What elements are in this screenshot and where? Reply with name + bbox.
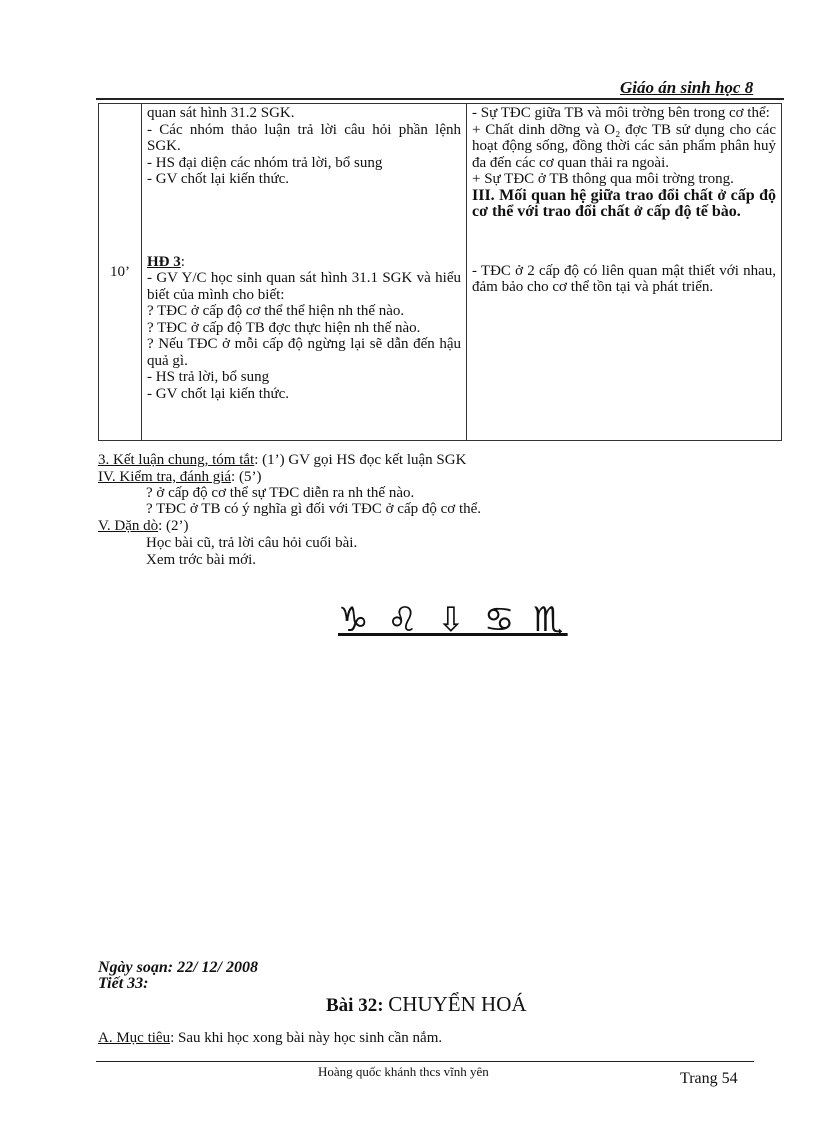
activity-line: ? TĐC ở cấp độ TB đợc thực hiện nh thế nào. (147, 319, 421, 336)
page-number: Trang 54 (680, 1070, 738, 1087)
content-line: - Sự TĐC giữa TB và môi trờng bên trong cơ thể: (472, 105, 770, 121)
decorative-symbols: ♑ ♌ ⇩ ♋ ♏ (338, 600, 568, 640)
activity-line: - Các nhóm thảo luận trả lời câu hỏi phần lệnh SGK. (147, 121, 461, 154)
header-title: Giáo án sinh học 8 (620, 78, 754, 97)
footer-author: Hoàng quốc khánh thcs vĩnh yên (318, 1064, 489, 1079)
lesson-number: Bài 32: (326, 995, 389, 1016)
table-row (99, 104, 782, 441)
lesson-name: CHUYỂN HOÁ (388, 992, 527, 1016)
section-4-text: : (5’) (231, 469, 262, 485)
activity-line: - GV chốt lại kiến thức. (147, 171, 289, 187)
activity-line: ? Nếu TĐC ở mỗi cấp độ ngừng lại sẽ dẫn đến hậu quả gì. (147, 336, 461, 369)
activity-line: - HS trả lời, bổ sung (147, 369, 270, 385)
spacer (472, 221, 776, 263)
content-line: + Chất dinh dỡng và O₂ đợc TB sử dụng cho các hoạt động sống, đồng thời các sản phẩm phân huỷ đa đến các cơ quan thải ra ngoài. (472, 121, 776, 171)
objectives (98, 1030, 442, 1047)
section-heading-III: III. Mối quan hệ giữa trao đổi chất ở cấp độ cơ thể với trao đổi chất ở cấp độ tế bào. (472, 186, 776, 220)
lesson-title (326, 992, 527, 1017)
content-cell (467, 104, 782, 441)
section-4-label: IV. Kiểm tra, đánh giá (98, 469, 232, 485)
spacer (147, 188, 461, 254)
content-line: - TĐC ở 2 cấp độ có liên quan mật thiết với nhau, đảm bảo cho cơ thể tồn tại và phát triển. (472, 262, 776, 295)
lesson-table (98, 103, 782, 441)
activity-line: - GV Y/C học sinh quan sát hình 31.1 SGK và hiểu biết của mình cho biết: (147, 270, 461, 303)
section-4 (98, 469, 261, 486)
section-5-text: : (2’) (158, 518, 189, 534)
homework-line: Xem trớc bài mới. (146, 552, 257, 568)
objectives-text: : Sau khi học xong bài này học sinh cần nắm. (170, 1030, 443, 1046)
section-5-label: V. Dặn dò (98, 518, 159, 534)
section-5 (98, 518, 189, 535)
next-lesson-header (98, 960, 258, 992)
hd3-colon: : (180, 253, 185, 270)
question-line: ? TĐC ở TB có ý nghĩa gì đối với TĐC ở cấp độ cơ thể. (146, 501, 482, 517)
activity-heading (147, 254, 461, 271)
activity-line: quan sát hình 31.2 SGK. (147, 105, 295, 121)
teacher-activity-cell (142, 104, 467, 441)
activity-line: ? TĐC ở cấp độ cơ thể thể hiện nh thế nào. (147, 303, 405, 319)
hd3-label: HĐ 3 (147, 253, 181, 270)
section-3 (98, 452, 466, 469)
homework-line: Học bài cũ, trả lời câu hỏi cuối bài. (146, 535, 358, 551)
section-3-text: : (1’) GV gọi HS đọc kết luận SGK (254, 452, 467, 468)
footer-rule (96, 1061, 754, 1062)
time-cell: 10’ (99, 104, 142, 441)
objectives-label: A. Mục tiêu (98, 1030, 171, 1046)
content-line: + Sự TĐC ở TB thông qua môi trờng trong. (472, 171, 734, 187)
activity-line: - GV chốt lại kiến thức. (147, 385, 289, 402)
period-label: Tiết 33: (98, 975, 149, 992)
prep-date: Ngày soạn: 22/ 12/ 2008 (98, 959, 258, 976)
section-3-label: 3. Kết luận chung, tóm tắt (98, 452, 255, 468)
header-rule (96, 98, 784, 100)
activity-line: - HS đại diện các nhóm trả lời, bổ sung (147, 154, 383, 171)
question-line: ? ở cấp độ cơ thể sự TĐC diễn ra nh thế nào. (146, 485, 415, 501)
